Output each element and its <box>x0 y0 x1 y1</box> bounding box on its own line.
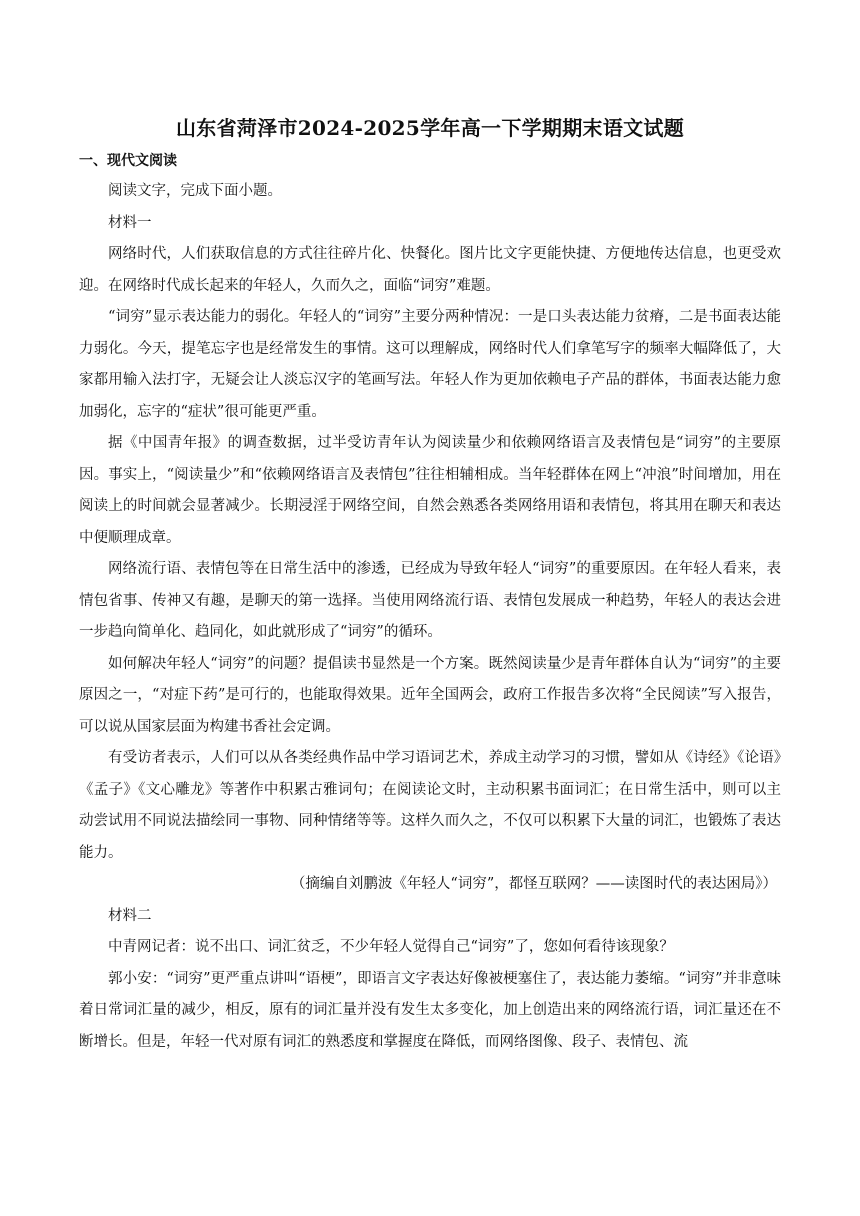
material1-source-citation: （摘编自刘鹏波《年轻人“词穷”，都怪互联网？——读图时代的表达困局》） <box>290 876 777 892</box>
material1-paragraph: 如何解决年轻人“词穷”的问题？提倡读书显然是一个方案。既然阅读量少是青年群体自认为“词穷”的主要原因之一，“对症下药”是可行的，也能取得效果。近年全国两会，政府工作报告多次将“全民阅读”写入报告，可以说从国家层面为构建书香社会定调。 <box>79 655 781 735</box>
material1-paragraph: 据《中国青年报》的调查数据，过半受访青年认为阅读量少和依赖网络语言及表情包是“词穷”的主要原因。事实上，“阅读量少”和“依赖网络语言及表情包”往往相辅相成。当年轻群体在网上“冲浪”时间增加，用在阅读上的时间就会显著减少。长期浸淫于网络空间，自然会熟悉各类网络用语和表情包，将其用在聊天和表达中便顺理成章。 <box>79 435 781 546</box>
interview-answer: 郭小安：“词穷”更严重点讲叫“语梗”，即语言文字表达好像被梗塞住了，表达能力萎缩。“词穷”并非意味着日常词汇量的减少，相反，原有的词汇量并没有发生太多变化，加上创造出来的网络流行语，词汇量还在不断增长。但是，年轻一代对原有词汇的熟悉度和掌握度在降低，而网络图像、段子、表情包、流 <box>79 970 781 1050</box>
interview-question: 中青网记者：说不出口、词汇贫乏，不少年轻人觉得自己“词穷”了，您如何看待该现象？ <box>108 939 674 955</box>
document-body <box>79 176 781 1058</box>
document-title: 山东省菏泽市2024-2025学年高一下学期期末语文试题 <box>175 116 685 140</box>
material1-paragraph: “词穷”显示表达能力的弱化。年轻人的“词穷”主要分两种情况：一是口头表达能力贫瘠，二是书面表达能力弱化。今天，提笔忘字也是经常发生的事情。这可以理解成，网络时代人们拿笔写字的频率大幅降低了，大家都用输入法打字，无疑会让人淡忘汉字的笔画写法。年轻人作为更加依赖电子产品的群体，书面表达能力愈加弱化，忘字的“症状”很可能更严重。 <box>79 309 781 420</box>
material1-label: 材料一 <box>108 214 152 231</box>
material1-paragraph: 有受访者表示，人们可以从各类经典作品中学习语词艺术，养成主动学习的习惯，譬如从《诗经》《论语》《孟子》《文心雕龙》等著作中积累古雅词句；在阅读论文时，主动积累书面词汇；在日常生活中，则可以主动尝试用不同说法描绘同一事物、同种情绪等等。这样久而久之，不仅可以积累下大量的词汇，也锻炼了表达能力。 <box>79 750 781 861</box>
material1-paragraph: 网络流行语、表情包等在日常生活中的渗透，已经成为导致年轻人“词穷”的重要原因。在年轻人看来，表情包省事、传神又有趣，是聊天的第一选择。当使用网络流行语、表情包发展成一种趋势，年轻人的表达会进一步趋向简单化、趋同化，如此就形成了“词穷”的循环。 <box>79 561 781 640</box>
material2-label: 材料二 <box>108 907 152 924</box>
instruction-text: 阅读文字，完成下面小题。 <box>108 183 282 199</box>
section-heading: 一、现代文阅读 <box>79 153 177 169</box>
material1-paragraph: 网络时代，人们获取信息的方式往往碎片化、快餐化。图片比文字更能快捷、方便地传达信息，也更受欢迎。在网络时代成长起来的年轻人，久而久之，面临“词穷”难题。 <box>79 246 781 294</box>
